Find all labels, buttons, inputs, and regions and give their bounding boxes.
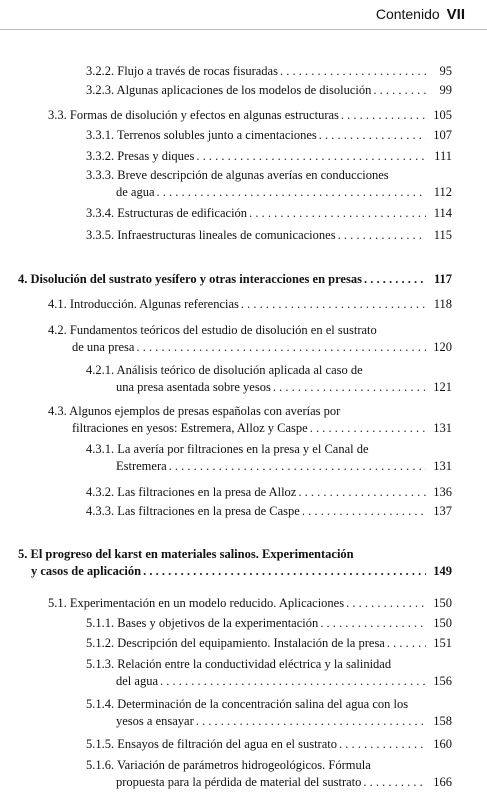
dot-leader — [341, 107, 426, 124]
toc-entry-text: una presa asentada sobre yesos — [116, 380, 271, 394]
dot-leader — [298, 484, 426, 501]
dot-leader — [339, 736, 426, 753]
toc-entry-sub[interactable] — [86, 205, 452, 222]
header-page-number: VII — [446, 6, 465, 23]
running-header — [376, 6, 465, 23]
toc-entry-text: yesos a ensayar — [116, 714, 194, 728]
toc-entry-text: 3.3.5. Infraestructuras lineales de comunicaciones — [86, 228, 336, 242]
toc-entry-sub[interactable] — [86, 227, 452, 244]
toc-entry-text: Estremera — [116, 459, 167, 473]
toc-page-number: 156 — [433, 674, 452, 688]
dot-leader — [169, 458, 426, 475]
toc-entry-text: 3.3.1. Terrenos solubles junto a cimentaciones — [86, 128, 317, 142]
toc-entry-text: 5.1.2. Descripción del equipamiento. Instalación de la presa — [86, 636, 385, 650]
toc-entry-text: 5.1.3. Relación entre la conductividad eléctrica y la salinidad — [86, 657, 392, 671]
dot-leader — [280, 63, 426, 80]
toc-entry-text: 4. Disolución del sustrato yesífero y otras interacciones en presas — [18, 272, 362, 286]
toc-entry-text: 5.1.5. Ensayos de filtración del agua en el sustrato — [86, 737, 337, 751]
toc-entry-sub[interactable] — [86, 484, 452, 501]
toc-page-number: 114 — [433, 206, 452, 220]
dot-leader — [136, 339, 426, 356]
toc-entry-text: 4.3.3. Las filtraciones en la presa de Caspe — [86, 504, 300, 518]
toc-entry-sub[interactable] — [86, 167, 452, 201]
dot-leader — [241, 296, 426, 313]
toc-entry-text: y casos de aplicación — [31, 564, 142, 578]
toc-entry-text: de una presa — [72, 340, 135, 354]
toc-entry-chapter[interactable] — [18, 546, 452, 580]
toc-entry-section[interactable] — [48, 403, 452, 437]
toc-entry-text: 4.1. Introducción. Algunas referencias — [48, 297, 239, 311]
toc-entry-text: 5.1.4. Determinación de la concentración salina del agua con los — [86, 697, 409, 711]
toc-entry-sub[interactable] — [86, 615, 452, 632]
toc-page-number: 121 — [433, 380, 452, 394]
toc-page-number: 150 — [433, 596, 452, 610]
toc-entry-section[interactable] — [48, 322, 452, 356]
toc-entry-text: 4.2. Fundamentos teóricos del estudio de disolución en el sustrato — [48, 323, 377, 337]
toc-entry-section[interactable] — [48, 595, 452, 612]
toc-page-number: 115 — [433, 228, 452, 242]
toc-entry-text: propuesta para la pérdida de material del sustrato — [116, 775, 362, 789]
header-title: Contenido — [375, 6, 440, 22]
toc-page-number: 118 — [433, 297, 452, 311]
toc-entry-text: 5.1.6. Variación de parámetros hidrogeológicos. Fórmula — [86, 758, 371, 772]
toc-entry-text: 3.3.3. Breve descripción de algunas averías en conducciones — [86, 168, 389, 182]
toc-page-number: 105 — [433, 108, 452, 122]
toc-entry-sub[interactable] — [86, 148, 452, 165]
dot-leader — [373, 82, 426, 99]
toc-entry-text: 3.2.3. Algunas aplicaciones de los modelos de disolución — [86, 83, 372, 97]
toc-entry-sub[interactable] — [86, 362, 452, 396]
toc-entry-text: 3.2.2. Flujo a través de rocas fisuradas — [86, 64, 278, 78]
dot-leader — [160, 673, 426, 690]
toc-entry-text: 4.3. Algunos ejemplos de presas españolas con averías por — [48, 404, 341, 418]
dot-leader — [320, 615, 426, 632]
dot-leader — [249, 205, 426, 222]
dot-leader — [364, 271, 426, 288]
toc-page-number: 99 — [439, 83, 452, 97]
dot-leader — [143, 563, 426, 580]
toc-entry-text: 5. El progreso del karst en materiales salinos. Experimentación — [18, 547, 354, 561]
toc-entry-text: 3.3.4. Estructuras de edificación — [86, 206, 248, 220]
toc-entry-text: de agua — [116, 185, 155, 199]
toc-entry-sub[interactable] — [86, 503, 452, 520]
toc-page-number: 160 — [433, 737, 452, 751]
toc-page-number: 111 — [434, 149, 452, 163]
toc-page-number: 131 — [433, 421, 452, 435]
toc-entry-text: 5.1.1. Bases y objetivos de la experimentación — [86, 616, 319, 630]
toc-entry-text: 3.3.2. Presas y diques — [86, 149, 195, 163]
toc-entry-text: 4.2.1. Análisis teórico de disolución aplicada al caso de — [86, 363, 363, 377]
toc-entry-sub[interactable] — [86, 82, 452, 99]
toc-entry-sub[interactable] — [86, 656, 452, 690]
toc-page-number: 150 — [433, 616, 452, 630]
toc-entry-chapter[interactable] — [18, 271, 452, 288]
toc-entry-text: 5.1. Experimentación en un modelo reducido. Aplicaciones — [48, 596, 345, 610]
toc-page-number: 136 — [433, 485, 452, 499]
dot-leader — [338, 227, 426, 244]
dot-leader — [310, 420, 426, 437]
toc-entry-sub[interactable] — [86, 757, 452, 791]
dot-leader — [302, 503, 426, 520]
dot-leader — [196, 713, 426, 730]
toc-entry-section[interactable] — [48, 107, 452, 124]
dot-leader — [363, 774, 426, 791]
toc-page-number: 151 — [433, 636, 452, 650]
toc-page-number: 149 — [433, 564, 452, 578]
dot-leader — [157, 184, 426, 201]
toc-entry-sub[interactable] — [86, 441, 452, 475]
toc-page-number: 137 — [433, 504, 452, 518]
toc-page-number: 120 — [433, 340, 452, 354]
toc-page-number: 112 — [433, 185, 452, 199]
toc-entry-sub[interactable] — [86, 127, 452, 144]
toc-entry-sub[interactable] — [86, 696, 452, 730]
dot-leader — [319, 127, 426, 144]
toc-entry-text: filtraciones en yesos: Estremera, Alloz y Caspe — [72, 421, 308, 435]
toc-page-number: 107 — [433, 128, 452, 142]
toc-page-number: 117 — [433, 272, 452, 286]
toc-entry-section[interactable] — [48, 296, 452, 313]
dot-leader — [387, 635, 426, 652]
toc-entry-sub[interactable] — [86, 63, 452, 80]
toc-page-number: 95 — [439, 64, 452, 78]
toc-entry-sub[interactable] — [86, 736, 452, 753]
toc-entry-text: del agua — [116, 674, 158, 688]
toc-entry-text: 4.3.1. La avería por filtraciones en la presa y el Canal de — [86, 442, 369, 456]
toc-page-number: 158 — [433, 714, 452, 728]
dot-leader — [273, 379, 426, 396]
toc-page-number: 131 — [433, 459, 452, 473]
toc-entry-text: 4.3.2. Las filtraciones en la presa de Alloz — [86, 485, 297, 499]
dot-leader — [346, 595, 426, 612]
toc-entry-text: 3.3. Formas de disolución y efectos en algunas estructuras — [48, 108, 339, 122]
toc-entry-sub[interactable] — [86, 635, 452, 652]
header-rule — [0, 29, 487, 30]
dot-leader — [196, 148, 426, 165]
toc-page-number: 166 — [433, 775, 452, 789]
